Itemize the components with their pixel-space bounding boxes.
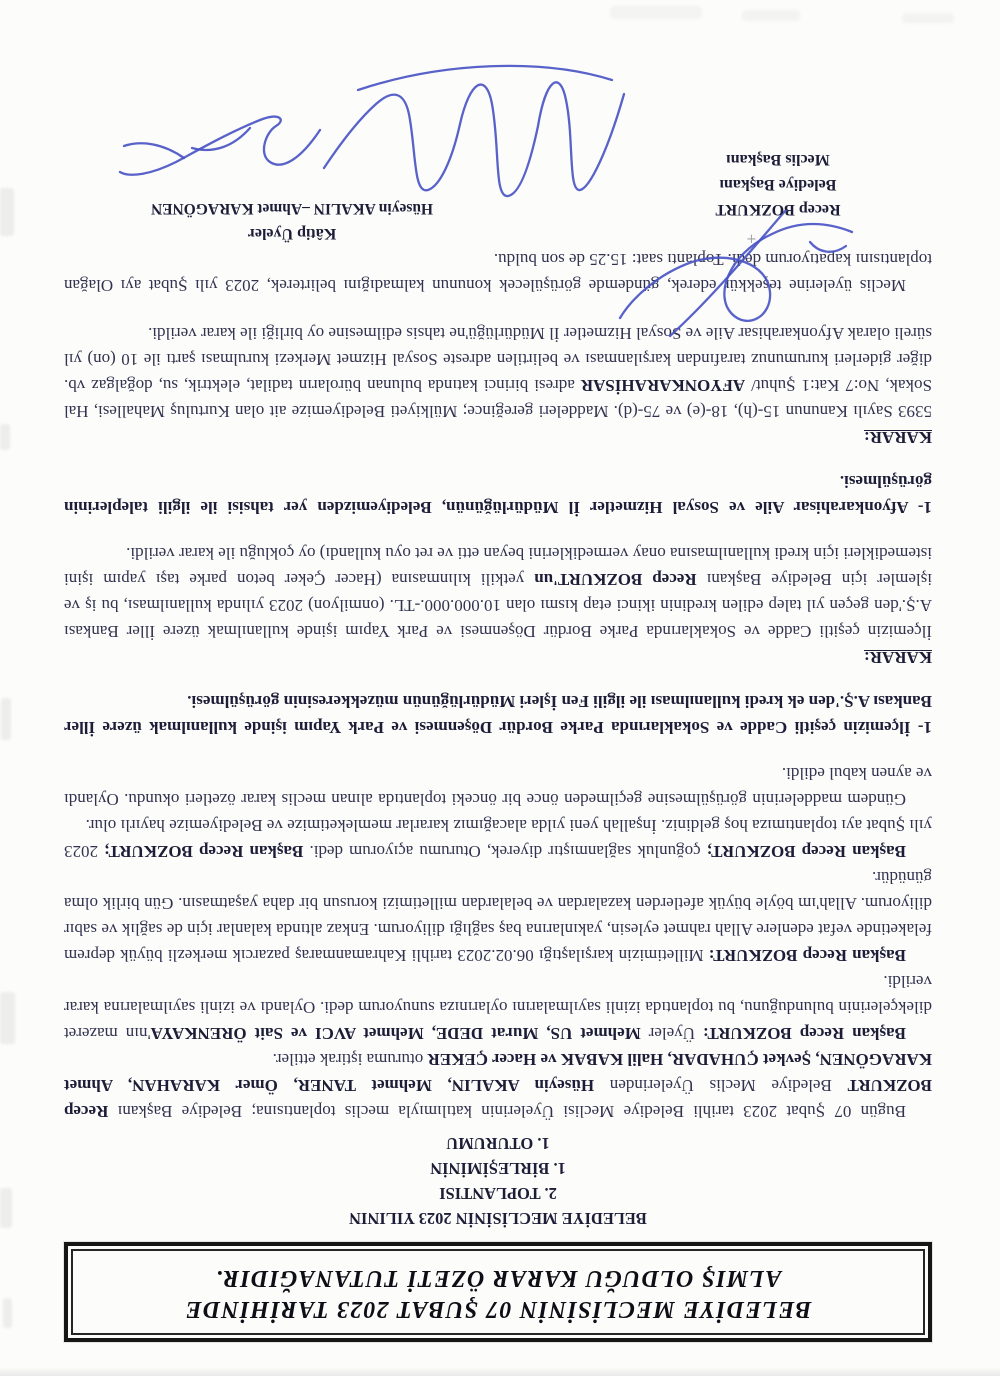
paragraph — [64, 1046, 932, 1124]
paragraph — [64, 760, 932, 812]
bold-text-segment: AFYONKARAHİSAR — [580, 376, 746, 395]
session-heading-round: 1. OTURUMU — [446, 1134, 550, 1153]
signature-huseyin-akalin-icon — [308, 58, 642, 204]
text-segment: çoğunluk sağlanmıştır diyerek, Oturumu açıyorum dedi. — [303, 842, 707, 861]
mayor-signature-block — [662, 147, 894, 222]
text-segment: 5393 Sayılı Kanunun 15-(h), 18-(e) ve 75-(d). Maddeleri gereğince; Mülkiyeti Belediyemize ait olan Kurtuluş Mahallesi, Hal Sokak, No:7 Kat:1 Şuhut/ — [64, 376, 932, 421]
signature-section — [64, 72, 932, 242]
mayor-title-1: Belediye Başkanı — [719, 176, 837, 193]
bold-text-segment: Başkan Recep BOZKURT: — [708, 946, 906, 965]
paragraph — [64, 968, 932, 1046]
title-line-1: BELEDİYE MECLİSİNİN 07 ŞUBAT 2023 TARİHİNDE — [184, 1296, 812, 1322]
session-heading-meeting: 2. TOPLANTISI — [439, 1184, 557, 1203]
agenda-item — [64, 468, 932, 520]
document-body — [64, 246, 932, 1124]
text-segment: Bugün 07 Şubat 2023 tarihli Belediye Meclisi Üyelerinin katılımıyla meclis toplantısına; Belediye Başkanı — [108, 1102, 906, 1121]
text-segment: Üyeler — [640, 1024, 703, 1043]
title-box — [64, 1242, 932, 1342]
paragraph — [64, 812, 932, 864]
mayor-name: Recep BOZKURT — [715, 201, 841, 218]
agenda-item — [64, 688, 932, 740]
session-heading-year: BELEDİYE MECLİSİNİN 2023 YILININ — [349, 1209, 647, 1228]
karar-label — [64, 644, 932, 670]
text-segment: 2023 yılı Şubat ayı toplantımıza hoş geldiniz. İnşallah yeni yılda alacağımız kararlar memleketimize ve Belediyemize hayırlı olur. — [64, 816, 932, 861]
text-segment: 1- İlçemizin çeşitli Cadde ve Sokaklarında Parke Bordür Döşenmesi ve Park Yapım işinde kullanılmak üzere İller Bankası A.Ş.'den ek kredi kullanılması ile ilgili Fen İşleri Müdürlüğünün müzekkeresinin görüşülmesi. — [64, 692, 932, 737]
paragraph — [64, 540, 932, 644]
scan-mark: + — [746, 232, 757, 247]
text-segment: KARAR: — [864, 648, 932, 667]
text-segment: Belediye Meclis Üyelerinden — [594, 1076, 848, 1095]
mayor-title-2: Meclis Başkanı — [726, 151, 830, 168]
paragraph — [64, 864, 932, 968]
text-segment: İlçemizin çeşitli Cadde ve Sokaklarında Parke Bordür Döşenmesi ve Park Yapım işinde kullanılmak üzere İller Bankası A.Ş.'den geçen yıl talep edilen kredinin ikinci etap kısmı olan 10.000.000.-TL. (onmilyon) 2023 yılında kullanılması, bu iş ve işlemler için Belediye Başkanı — [64, 570, 932, 641]
bold-text-segment: Recep BOZKURT — [64, 1076, 932, 1121]
title-box-inner — [71, 1249, 925, 1335]
title-line-2: ALMIŞ OLDUĞU KARAR ÖZETİ TUTANAĞIDIR. — [214, 1265, 782, 1291]
text-segment: oturuma iştirak ettiler. — [272, 1050, 428, 1069]
karar-label — [64, 424, 932, 450]
session-heading — [64, 1131, 932, 1231]
signature-recep-bozkurt-icon — [610, 204, 866, 362]
text-segment: Meclis üyelerine teşekkür ederek, gündemde görüşülecek konunun kalmadığını belirterek, 2023 yılı Şubat ayı Olağan toplantısını kapatıyorum dedi. Toplantı saat: 15.25 de son buldu. — [64, 250, 932, 295]
text-segment: Gündem maddelerinin görüşülmesine geçilmeden önce bir önceki toplantıda alınan meclis karar özetleri okundu. Oylandı ve aynen kabul edildi. — [64, 764, 932, 809]
document-content — [0, 72, 1000, 1376]
text-segment: Milletimizin karşılaştığı 06.02.2023 tarihli Kahramanmaraş pazarcık merkezli büyük deprem felaketinde vefat edenlere Allah rahmet eylesin, yakınlarına baş sağlığı diliyorum. Enkaz altında kalanlar için de sağlık ve sabır diliyorum. Allah'ım böyle büyük afetlerden kazalardan ve belalardan milletimizi korusun bir daha yaşatmasın. Gün birlik olma günüdür. — [64, 868, 932, 965]
clerks-names: Hüseyin AKALIN –Ahmet KARAGÖNEN — [150, 200, 434, 217]
clerks-heading: Kâtip Üyeler — [247, 225, 337, 242]
bold-text-segment: Başkan Recep BOZKURT; — [104, 842, 304, 861]
session-heading-sitting: 1. BİRLEŞİMİNİN — [430, 1159, 566, 1178]
text-segment: 1- Afyonkarahisar Aile ve Sosyal Hizmetler İl Müdürlüğünün, Belediyemizden yer tahsisi ile ilgili taleplerinin görüşülmesi. — [64, 472, 932, 517]
text-segment: adresi birinci katında bulunan büroların tadilat, elektrik, su, doğalgaz vb. diğer giderleri kurumunuz tarafından karşılanması ve belirtilen adreste Sosyal Hizmet Merkezi kurulması şartı ile 10 (on) yıl süreli olarak Afyonkarahisar Aile ve Sosyal Hizmetler İl Müdürlüğü'ne tahsis edilmesine oy birliği ile karar verildi. — [63, 324, 932, 395]
bold-text-segment: Başkan Recep BOZKURT: — [702, 1024, 906, 1043]
text-segment: 'nın mazeret dilekçelerinin bulunduğunu, bu toplantıda izinli sayılmalarını oylarınıza sunuyorum dedi. Oylandı ve izinli sayılmalarına karar verildi. — [64, 972, 932, 1043]
bold-text-segment: Recep BOZKURT'un — [534, 570, 697, 589]
signature-ahmet-karagonen-icon — [110, 102, 334, 188]
text-segment: yetkili kılınmasına (Hacer Çeker beton parke taşı yapım işini istemedikleri için kredi kullanılmasına onay vermediklerini beyan etti ve ret oyu kullandı) oy çokluğu ile karar verildi. — [63, 544, 932, 589]
bold-text-segment: Mehmet US, Murat DEDE, Mehmet AVCI ve Sait ÖRENKAYA — [150, 1024, 641, 1043]
bold-text-segment: Başkan Recep BOZKURT; — [706, 842, 906, 861]
bold-text-segment: Hüseyin AKALIN, Mehmet TANER, Ömer KARAHAN, Ahmet KARAGÖNEN, Şevket ÇUHADAR, Halil KABAK ve Hacer ÇEKER — [64, 1050, 932, 1095]
text-segment: KARAR: — [864, 428, 932, 447]
